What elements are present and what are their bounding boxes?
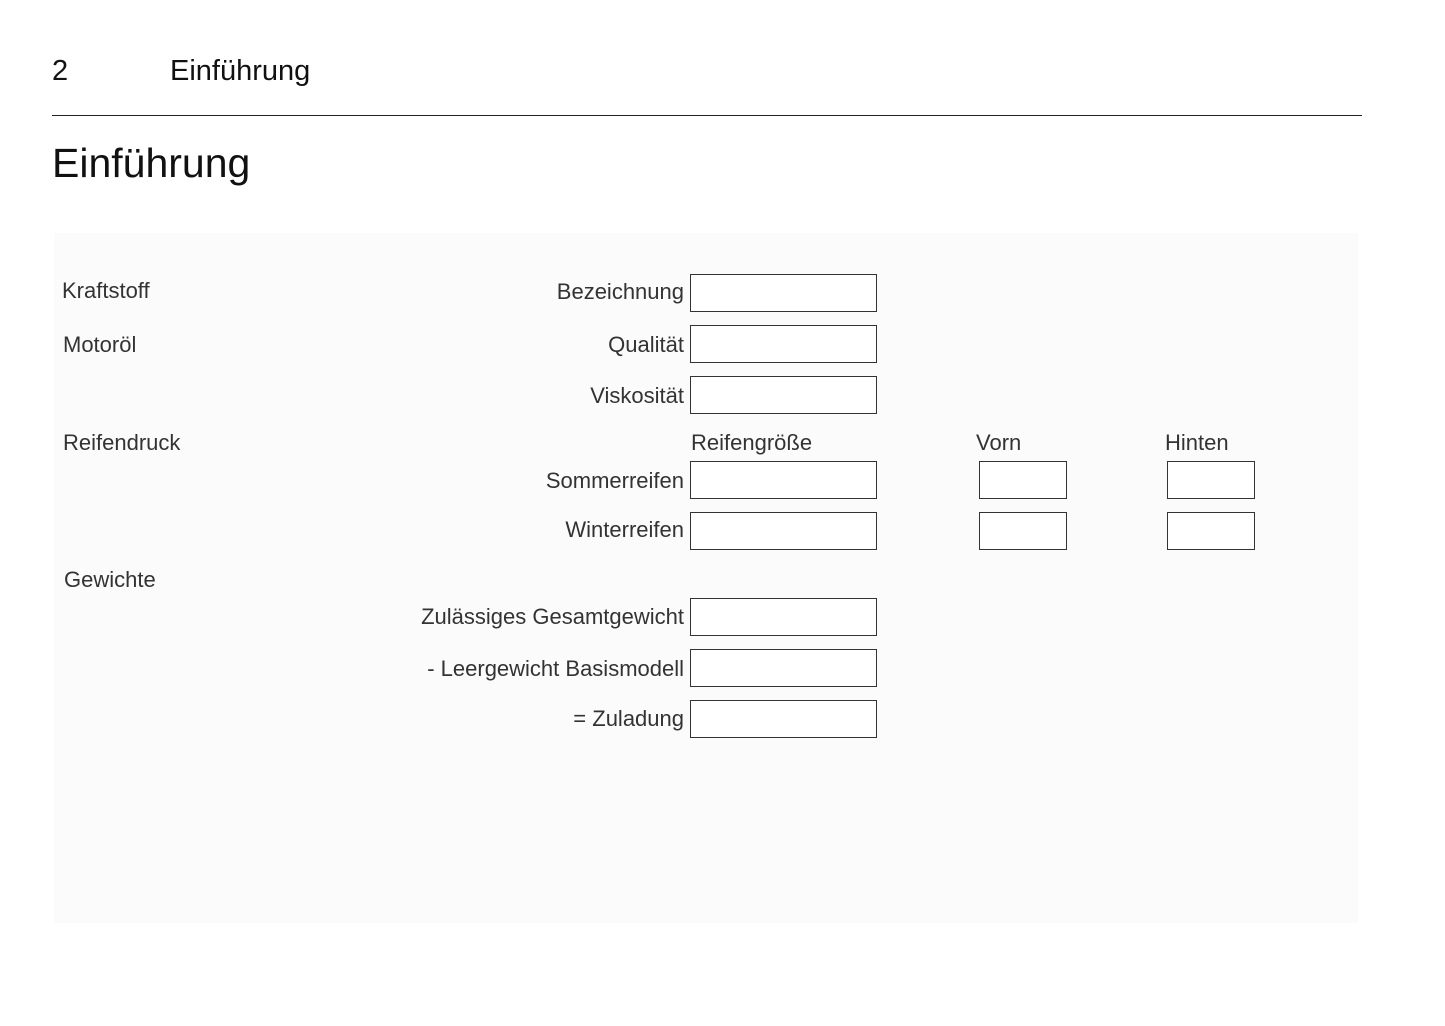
page-title: Einführung bbox=[52, 140, 251, 186]
input-winterreifen-groesse[interactable] bbox=[690, 512, 877, 550]
input-sommerreifen-vorn[interactable] bbox=[979, 461, 1067, 499]
label-zulaessiges-gesamtgewicht: Zulässiges Gesamtgewicht bbox=[421, 604, 684, 629]
input-sommerreifen-groesse[interactable] bbox=[690, 461, 877, 499]
label-viskositaet: Viskosität bbox=[590, 383, 684, 408]
column-vorn: Vorn bbox=[976, 430, 1022, 455]
column-hinten: Hinten bbox=[1165, 430, 1229, 455]
label-bezeichnung: Bezeichnung bbox=[556, 279, 684, 304]
input-zulaessiges-gesamtgewicht[interactable] bbox=[690, 598, 877, 636]
header-divider bbox=[52, 115, 1362, 116]
input-bezeichnung[interactable] bbox=[690, 274, 877, 312]
running-header: Einführung bbox=[170, 55, 311, 87]
label-zuladung: = Zuladung bbox=[573, 706, 684, 731]
input-winterreifen-vorn[interactable] bbox=[979, 512, 1067, 550]
label-winterreifen: Winterreifen bbox=[565, 517, 684, 542]
input-viskositaet[interactable] bbox=[690, 376, 877, 414]
page-number: 2 bbox=[52, 55, 69, 87]
input-winterreifen-hinten[interactable] bbox=[1167, 512, 1255, 550]
section-kraftstoff: Kraftstoff bbox=[62, 278, 150, 303]
section-reifendruck: Reifendruck bbox=[63, 430, 181, 455]
column-reifengroesse: Reifengröße bbox=[691, 430, 813, 455]
input-qualitaet[interactable] bbox=[690, 325, 877, 363]
section-motoroel: Motoröl bbox=[63, 332, 137, 357]
input-sommerreifen-hinten[interactable] bbox=[1167, 461, 1255, 499]
label-sommerreifen: Sommerreifen bbox=[545, 468, 684, 493]
input-leergewicht[interactable] bbox=[690, 649, 877, 687]
input-zuladung[interactable] bbox=[690, 700, 877, 738]
label-leergewicht: - Leergewicht Basismodell bbox=[427, 656, 684, 681]
section-gewichte: Gewichte bbox=[64, 567, 156, 592]
label-qualitaet: Qualität bbox=[608, 332, 684, 357]
